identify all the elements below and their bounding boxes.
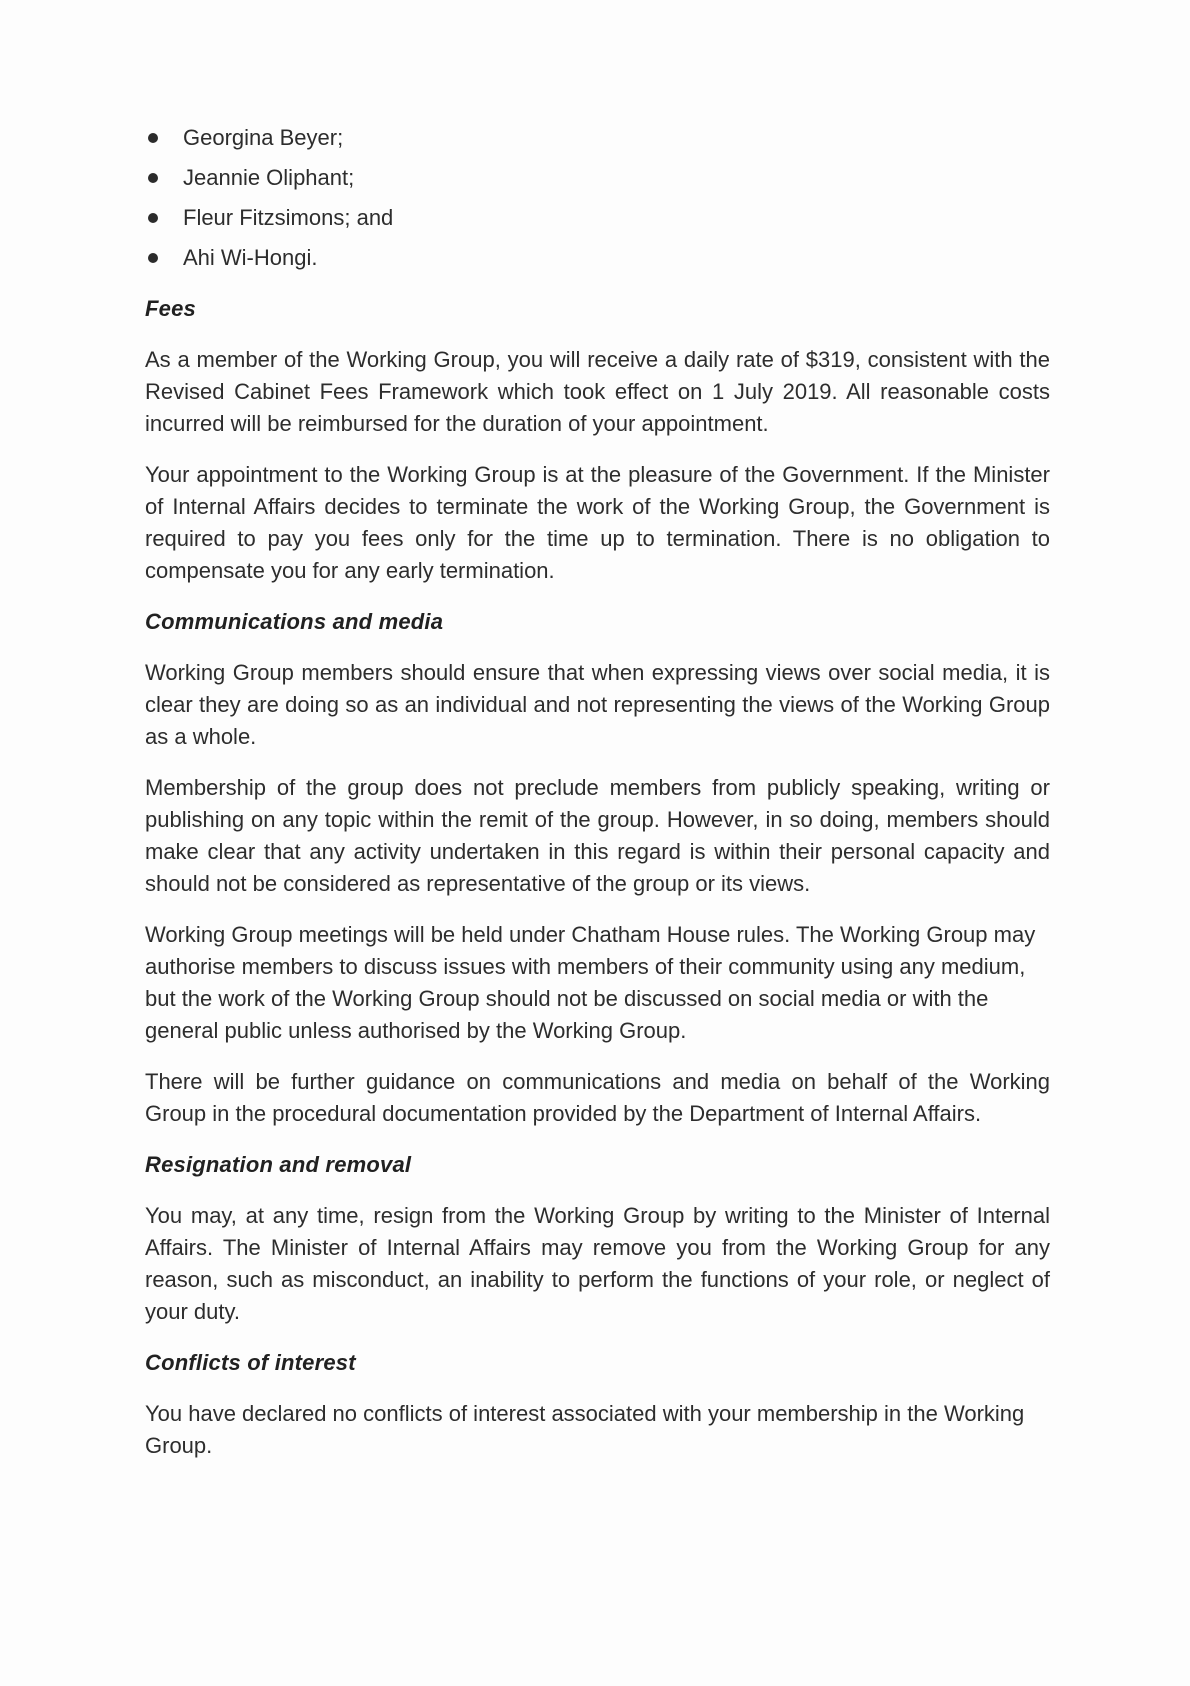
paragraph-communications-1: Working Group members should ensure that when expressing views over social media, it is clear they are doing so as an individual and not representing the views of the Working Group as a whole. <box>145 660 1050 749</box>
bullet-icon <box>148 173 158 183</box>
paragraph-communications-2: Membership of the group does not preclude members from publicly speaking, writing or publishing on any topic within the remit of the group. However, in so doing, members should make clear that any activity undertaken in this regard is within their personal capacity and should not be considered as representative of the group or its views. <box>145 775 1050 896</box>
bullet-icon <box>148 253 158 263</box>
section-heading-resignation: Resignation and removal <box>145 1152 412 1177</box>
member-name: Fleur Fitzsimons; and <box>183 205 394 230</box>
member-name: Georgina Beyer; <box>183 125 344 150</box>
section-heading-communications: Communications and media <box>145 609 444 634</box>
paragraph-fees-2: Your appointment to the Working Group is at the pleasure of the Government. If the Minister of Internal Affairs decides to terminate the work of the Working Group, the Government is required to pay you fees only for the time up to termination. There is no obligation to compensate you for any early termination. <box>145 462 1050 583</box>
section-heading-fees: Fees <box>145 296 196 321</box>
paragraph-communications-3: Working Group meetings will be held under Chatham House rules. The Working Group may authorise members to discuss issues with members of their community using any medium, but the work of the Working Group should not be discussed on social media or with the general public unless authorised by the Working Group. <box>145 922 1036 1043</box>
document-page <box>145 122 1050 1462</box>
list-item <box>145 242 1050 274</box>
list-item <box>145 202 1050 234</box>
members-list <box>145 122 1050 274</box>
list-item <box>145 162 1050 194</box>
list-item <box>145 122 1050 154</box>
paragraph-resignation-1: You may, at any time, resign from the Working Group by writing to the Minister of Internal Affairs. The Minister of Internal Affairs may remove you from the Working Group for any reason, such as misconduct, an inability to perform the functions of your role, or neglect of your duty. <box>145 1203 1050 1324</box>
paragraph-fees-1: As a member of the Working Group, you will receive a daily rate of $319, consistent with the Revised Cabinet Fees Framework which took effect on 1 July 2019. All reasonable costs incurred will be reimbursed for the duration of your appointment. <box>145 347 1050 436</box>
paragraph-communications-4: There will be further guidance on communications and media on behalf of the Working Group in the procedural documentation provided by the Department of Internal Affairs. <box>145 1069 1050 1126</box>
bullet-icon <box>148 133 158 143</box>
member-name: Jeannie Oliphant; <box>183 165 355 190</box>
section-heading-conflicts: Conflicts of interest <box>145 1350 356 1375</box>
bullet-icon <box>148 213 158 223</box>
paragraph-conflicts-1: You have declared no conflicts of interest associated with your membership in the Working Group. <box>145 1401 1025 1458</box>
member-name: Ahi Wi-Hongi. <box>183 245 318 270</box>
